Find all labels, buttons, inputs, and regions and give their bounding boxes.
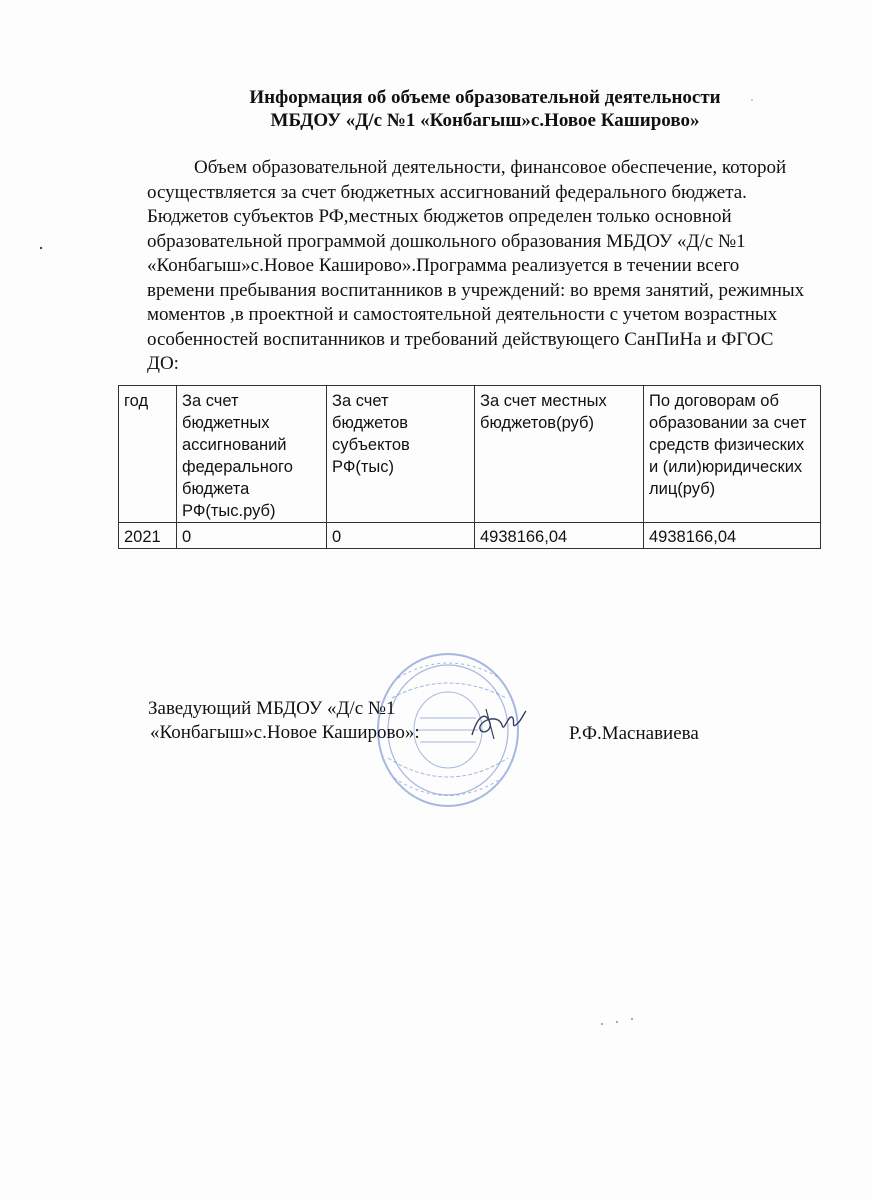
header-local-budget: За счет местных бюджетов(руб) bbox=[475, 386, 644, 523]
signatory-name: Р.Ф.Маснавиева bbox=[569, 723, 699, 744]
header-regional-budget: За счет бюджетов субъектов РФ(тыс) bbox=[327, 386, 475, 523]
document-title-line-2: МБДОУ «Д/с №1 «Конбагыш»с.Новое Каширово» bbox=[270, 110, 700, 131]
signature-position bbox=[148, 697, 420, 745]
header-year: год bbox=[119, 386, 177, 523]
table-header-row bbox=[119, 386, 821, 523]
signature-icon bbox=[468, 705, 528, 743]
document-title-line-1: Информация об объеме образовательной деятельности bbox=[249, 87, 721, 108]
cell-contracts: 4938166,04 bbox=[644, 523, 821, 549]
signature-position-line-1: Заведующий МБДОУ «Д/с №1 bbox=[148, 698, 396, 719]
cell-local-budget: 4938166,04 bbox=[475, 523, 644, 549]
finance-table bbox=[118, 385, 821, 549]
signature-position-line-2: «Конбагыш»с.Новое Каширово»: bbox=[150, 722, 420, 743]
cell-federal-budget: 0 bbox=[177, 523, 327, 549]
cell-year: 2021 bbox=[119, 523, 177, 549]
body-paragraph: Объем образовательной деятельности, финансовое обеспечение, которой осуществляется за счет бюджетных ассигнований федерального бюджета. Бюджетов субъектов РФ,местных бюджетов определен только основной образовательной программой дошкольного образования МБДОУ «Д/с №1 «Конбагыш»с.Новое Каширово».Программа реализуется в течении всего времени пребывания воспитанников в учреждений: во время занятий, режимных моментов ,в проектной и самостоятельной деятельности с учетом возрастных особенностей воспитанников и требований действующего СанПиНа и ФГОС ДО: bbox=[147, 157, 805, 374]
cell-regional-budget: 0 bbox=[327, 523, 475, 549]
header-contracts: По договорам об образовании за счет средств физических и (или)юридических лиц(руб) bbox=[644, 386, 821, 523]
header-federal-budget: За счет бюджетных ассигнований федерального бюджета РФ(тыс.руб) bbox=[177, 386, 327, 523]
table-row bbox=[119, 523, 821, 549]
